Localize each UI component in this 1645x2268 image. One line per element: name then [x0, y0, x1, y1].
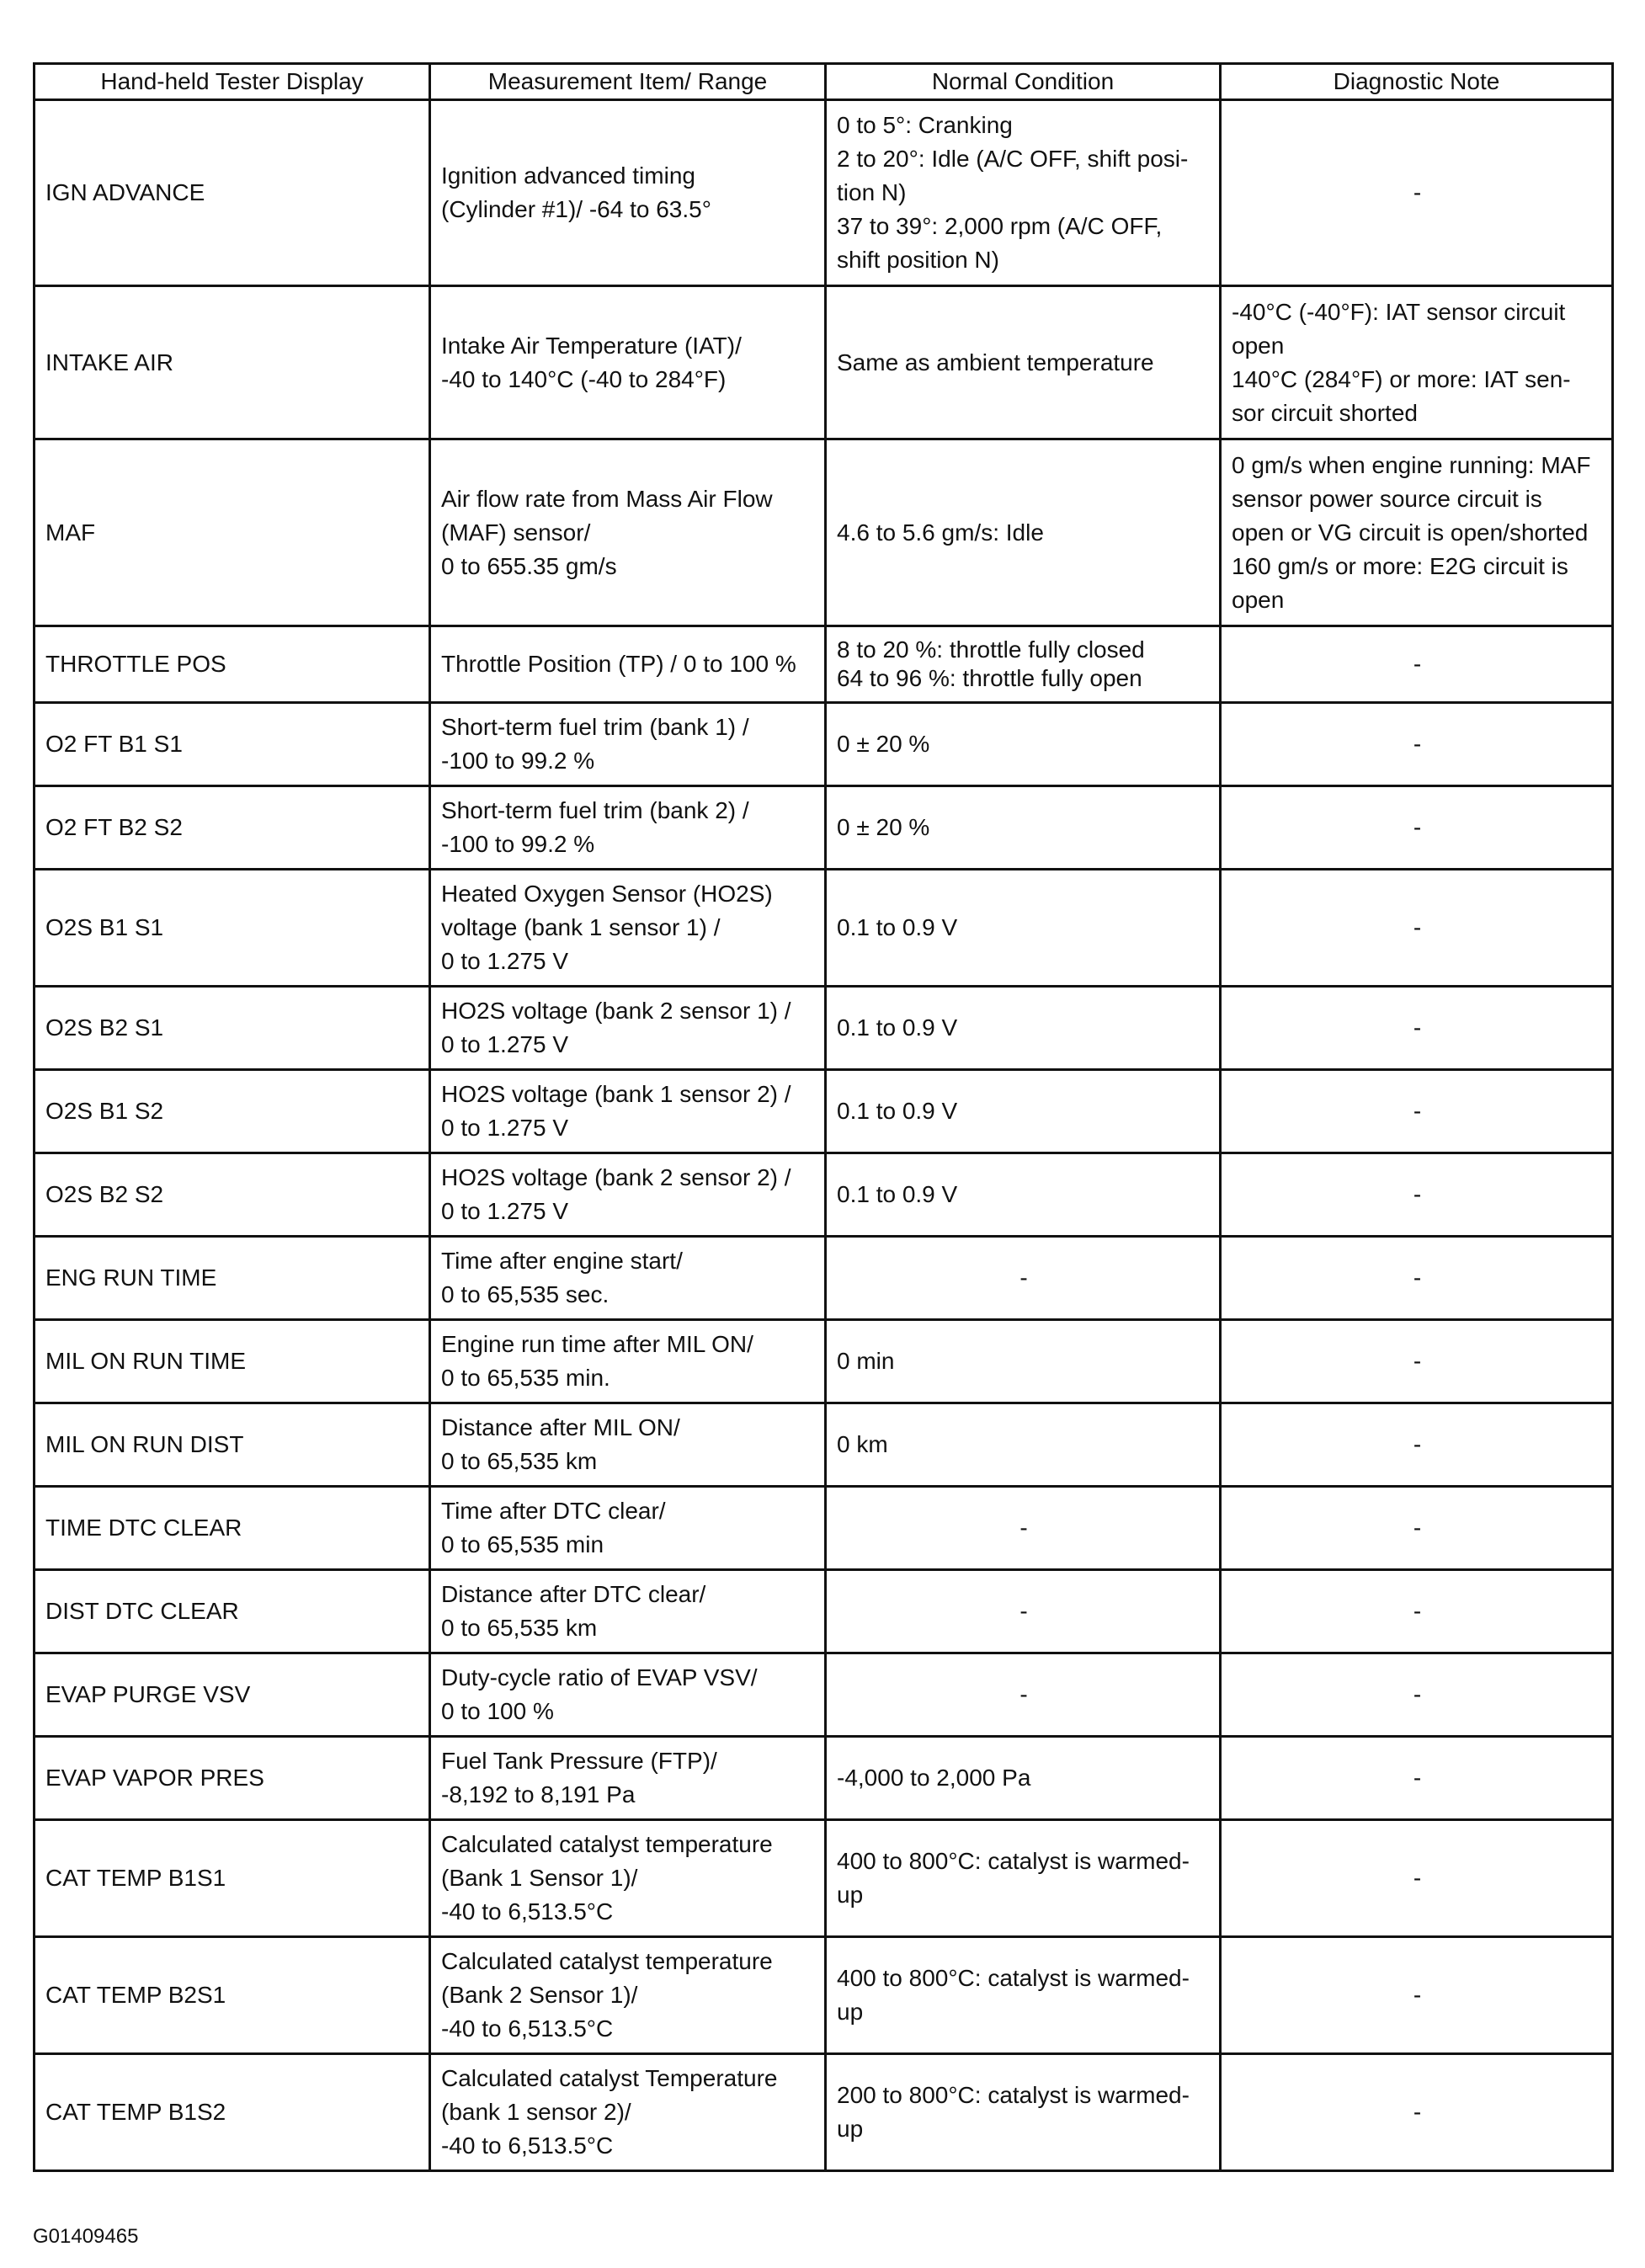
cell-note: - [1221, 1487, 1613, 1570]
cell-normal: 0.1 to 0.9 V [826, 870, 1221, 987]
table-row [35, 1570, 1613, 1653]
cell-measurement: Air flow rate from Mass Air Flow (MAF) sensor/ 0 to 655.35 gm/s [430, 439, 826, 626]
cell-measurement: Calculated catalyst temperature (Bank 1 Sensor 1)/ -40 to 6,513.5°C [430, 1820, 826, 1937]
cell-note: - [1221, 987, 1613, 1070]
cell-display: EVAP PURGE VSV [35, 1653, 430, 1737]
cell-measurement: Ignition advanced timing (Cylinder #1)/ -64 to 63.5° [430, 100, 826, 286]
cell-display: EVAP VAPOR PRES [35, 1737, 430, 1820]
cell-note: - [1221, 100, 1613, 286]
cell-normal: - [826, 1237, 1221, 1320]
cell-measurement: Short-term fuel trim (bank 1) / -100 to 99.2 % [430, 703, 826, 786]
cell-display: INTAKE AIR [35, 286, 430, 439]
header-normal-condition: Normal Condition [826, 64, 1221, 100]
table-row [35, 1937, 1613, 2054]
cell-note: - [1221, 1820, 1613, 1937]
cell-measurement: HO2S voltage (bank 2 sensor 1) / 0 to 1.275 V [430, 987, 826, 1070]
cell-display: O2 FT B2 S2 [35, 786, 430, 870]
cell-display: O2S B1 S1 [35, 870, 430, 987]
cell-display: ENG RUN TIME [35, 1237, 430, 1320]
table-body [35, 100, 1613, 2171]
cell-note: - [1221, 626, 1613, 703]
cell-display: CAT TEMP B1S1 [35, 1820, 430, 1937]
header-tester-display: Hand-held Tester Display [35, 64, 430, 100]
table-row [35, 439, 1613, 626]
figure-id: G01409465 [33, 2225, 139, 2248]
cell-measurement: Engine run time after MIL ON/ 0 to 65,535 min. [430, 1320, 826, 1403]
cell-display: THROTTLE POS [35, 626, 430, 703]
cell-normal: 0.1 to 0.9 V [826, 1070, 1221, 1153]
cell-normal: -4,000 to 2,000 Pa [826, 1737, 1221, 1820]
cell-measurement: Duty-cycle ratio of EVAP VSV/ 0 to 100 % [430, 1653, 826, 1737]
cell-normal: 0.1 to 0.9 V [826, 987, 1221, 1070]
cell-display: O2 FT B1 S1 [35, 703, 430, 786]
cell-display: CAT TEMP B1S2 [35, 2054, 430, 2171]
cell-note: - [1221, 1237, 1613, 1320]
cell-note: - [1221, 703, 1613, 786]
cell-display: O2S B2 S1 [35, 987, 430, 1070]
table-row [35, 1153, 1613, 1237]
table-row [35, 1403, 1613, 1487]
cell-normal: 0 km [826, 1403, 1221, 1487]
cell-normal: - [826, 1653, 1221, 1737]
cell-normal: 400 to 800°C: catalyst is warmed- up [826, 1820, 1221, 1937]
table-row [35, 786, 1613, 870]
cell-normal: 400 to 800°C: catalyst is warmed- up [826, 1937, 1221, 2054]
cell-normal: 200 to 800°C: catalyst is warmed- up [826, 2054, 1221, 2171]
cell-measurement: HO2S voltage (bank 2 sensor 2) / 0 to 1.275 V [430, 1153, 826, 1237]
table-row [35, 1737, 1613, 1820]
data-list-table [33, 62, 1614, 2172]
cell-measurement: Intake Air Temperature (IAT)/ -40 to 140°C (-40 to 284°F) [430, 286, 826, 439]
cell-note: - [1221, 1070, 1613, 1153]
cell-display: DIST DTC CLEAR [35, 1570, 430, 1653]
table-row [35, 1320, 1613, 1403]
cell-measurement: Heated Oxygen Sensor (HO2S) voltage (bank 1 sensor 1) / 0 to 1.275 V [430, 870, 826, 987]
cell-measurement: Short-term fuel trim (bank 2) / -100 to 99.2 % [430, 786, 826, 870]
cell-note: - [1221, 786, 1613, 870]
table-row [35, 626, 1613, 703]
table-row [35, 1070, 1613, 1153]
cell-normal: 0 min [826, 1320, 1221, 1403]
cell-normal: - [826, 1570, 1221, 1653]
cell-measurement: Throttle Position (TP) / 0 to 100 % [430, 626, 826, 703]
cell-display: CAT TEMP B2S1 [35, 1937, 430, 2054]
table-header [35, 64, 1613, 100]
cell-note: - [1221, 1653, 1613, 1737]
table-row [35, 1653, 1613, 1737]
table-row [35, 1237, 1613, 1320]
cell-measurement: Distance after DTC clear/ 0 to 65,535 km [430, 1570, 826, 1653]
cell-measurement: Calculated catalyst temperature (Bank 2 Sensor 1)/ -40 to 6,513.5°C [430, 1937, 826, 2054]
header-measurement-range: Measurement Item/ Range [430, 64, 826, 100]
cell-normal: 4.6 to 5.6 gm/s: Idle [826, 439, 1221, 626]
cell-normal: 0.1 to 0.9 V [826, 1153, 1221, 1237]
table-row [35, 2054, 1613, 2171]
cell-measurement: HO2S voltage (bank 1 sensor 2) / 0 to 1.275 V [430, 1070, 826, 1153]
cell-measurement: Calculated catalyst Temperature (bank 1 sensor 2)/ -40 to 6,513.5°C [430, 2054, 826, 2171]
table-row [35, 987, 1613, 1070]
cell-measurement: Fuel Tank Pressure (FTP)/ -8,192 to 8,191 Pa [430, 1737, 826, 1820]
cell-normal: 0 to 5°: Cranking 2 to 20°: Idle (A/C OFF, shift posi- tion N) 37 to 39°: 2,000 rpm (A/C OFF, shift position N) [826, 100, 1221, 286]
cell-note: - [1221, 1320, 1613, 1403]
cell-display: O2S B1 S2 [35, 1070, 430, 1153]
cell-normal: 8 to 20 %: throttle fully closed 64 to 96 %: throttle fully open [826, 626, 1221, 703]
cell-measurement: Time after engine start/ 0 to 65,535 sec. [430, 1237, 826, 1320]
cell-display: MIL ON RUN DIST [35, 1403, 430, 1487]
cell-measurement: Time after DTC clear/ 0 to 65,535 min [430, 1487, 826, 1570]
cell-display: MAF [35, 439, 430, 626]
cell-display: MIL ON RUN TIME [35, 1320, 430, 1403]
cell-note: - [1221, 1737, 1613, 1820]
table-row [35, 286, 1613, 439]
cell-note: - [1221, 1937, 1613, 2054]
table-row [35, 100, 1613, 286]
table-row [35, 870, 1613, 987]
cell-display: O2S B2 S2 [35, 1153, 430, 1237]
cell-note: - [1221, 1153, 1613, 1237]
table-row [35, 1820, 1613, 1937]
table-row [35, 1487, 1613, 1570]
cell-display: IGN ADVANCE [35, 100, 430, 286]
cell-note: - [1221, 870, 1613, 987]
cell-normal: 0 ± 20 % [826, 786, 1221, 870]
cell-normal: Same as ambient temperature [826, 286, 1221, 439]
cell-measurement: Distance after MIL ON/ 0 to 65,535 km [430, 1403, 826, 1487]
header-row [35, 64, 1613, 100]
cell-normal: - [826, 1487, 1221, 1570]
table-row [35, 703, 1613, 786]
header-diagnostic-note: Diagnostic Note [1221, 64, 1613, 100]
cell-normal: 0 ± 20 % [826, 703, 1221, 786]
cell-note: -40°C (-40°F): IAT sensor circuit open 140°C (284°F) or more: IAT sen- sor circuit shorted [1221, 286, 1613, 439]
cell-note: - [1221, 1403, 1613, 1487]
cell-note: - [1221, 2054, 1613, 2171]
cell-display: TIME DTC CLEAR [35, 1487, 430, 1570]
cell-note: 0 gm/s when engine running: MAF sensor power source circuit is open or VG circuit is open/shorted 160 gm/s or more: E2G circuit is open [1221, 439, 1613, 626]
cell-note: - [1221, 1570, 1613, 1653]
